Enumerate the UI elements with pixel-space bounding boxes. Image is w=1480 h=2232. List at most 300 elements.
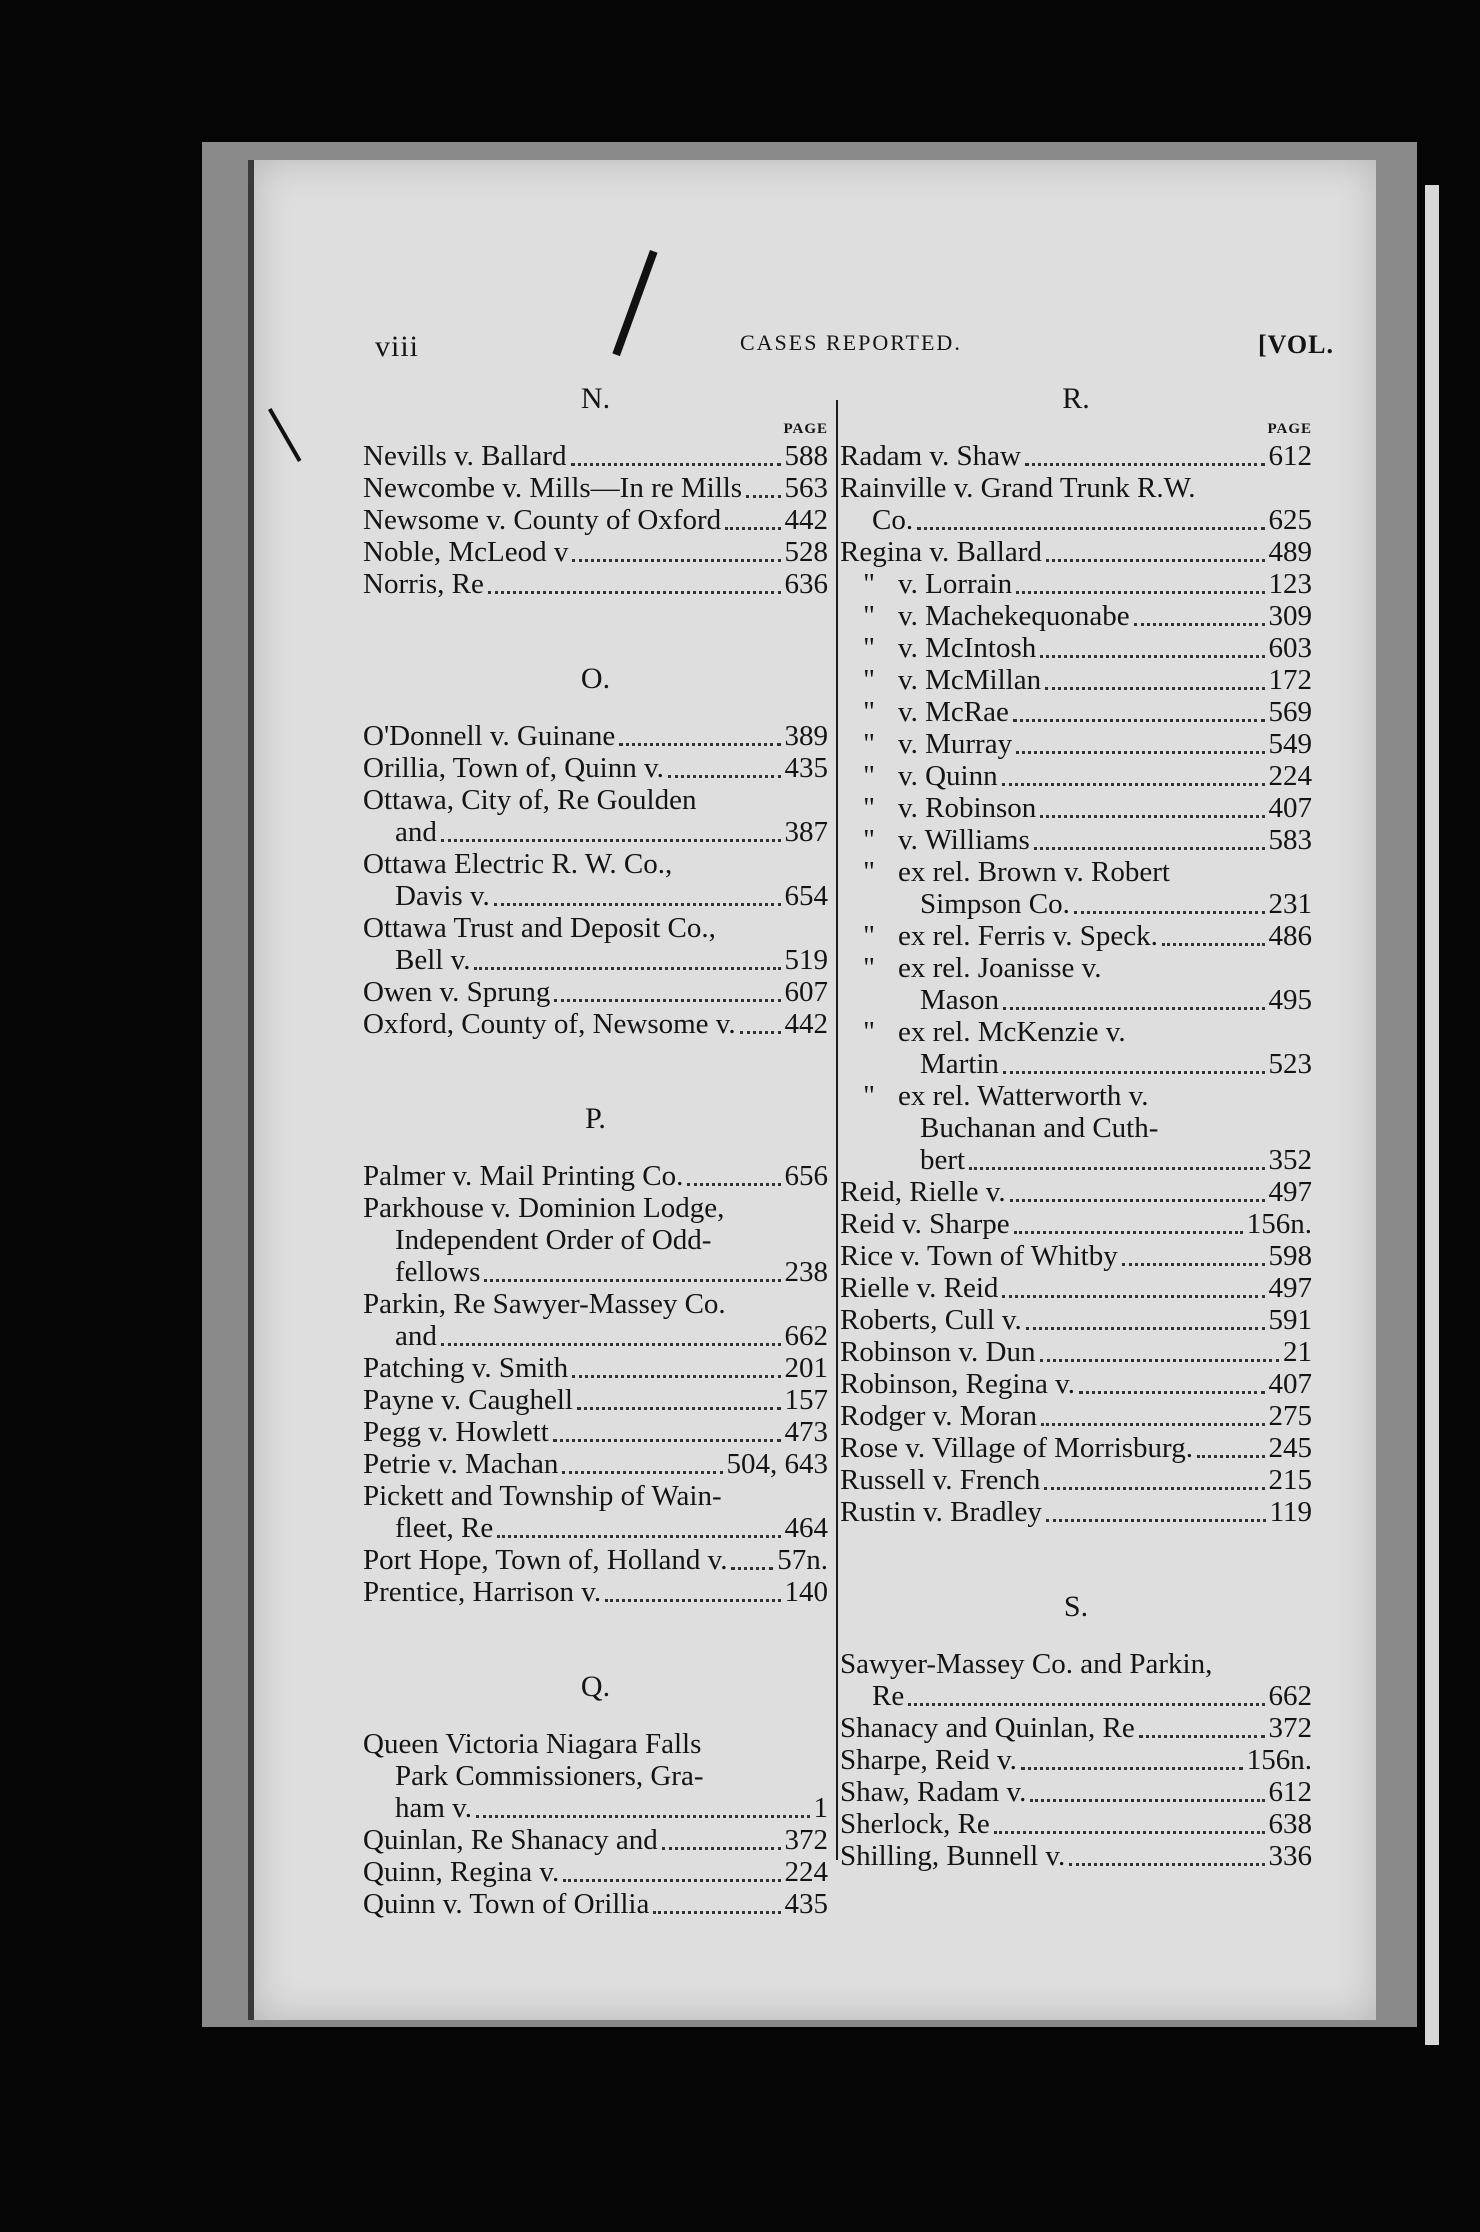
page-reference: 119 bbox=[1269, 1496, 1312, 1528]
case-name: O'Donnell v. Guinane bbox=[363, 720, 616, 752]
page-column-label: PAGE bbox=[1267, 421, 1312, 437]
page-reference: 389 bbox=[784, 720, 828, 752]
case-name: ex rel. Joanisse v. bbox=[898, 952, 1102, 984]
dot-leader bbox=[1013, 715, 1265, 722]
index-entry bbox=[363, 1352, 828, 1384]
page-reference: 238 bbox=[784, 1256, 828, 1288]
case-name: Quinn, Regina v. bbox=[363, 1856, 560, 1888]
page-reference: 497 bbox=[1268, 1272, 1312, 1304]
dot-leader bbox=[1040, 651, 1264, 658]
index-entry bbox=[840, 600, 1312, 632]
case-name: Pegg v. Howlett bbox=[363, 1416, 549, 1448]
index-entry bbox=[363, 1728, 828, 1760]
dot-leader bbox=[497, 1531, 780, 1538]
index-entry bbox=[363, 880, 828, 912]
dot-leader bbox=[562, 1467, 722, 1474]
page-reference: 156n. bbox=[1246, 1744, 1312, 1776]
index-entry bbox=[840, 1840, 1312, 1872]
case-name: Newsome v. County of Oxford bbox=[363, 504, 722, 536]
index-entry bbox=[840, 888, 1312, 920]
dot-leader bbox=[571, 459, 781, 466]
page-number: viii bbox=[375, 330, 420, 363]
case-name: Robinson v. Dun bbox=[840, 1336, 1036, 1368]
index-entry bbox=[363, 816, 828, 848]
page-reference: 603 bbox=[1268, 632, 1312, 664]
case-name: ex rel. Ferris v. Speck. bbox=[898, 920, 1158, 952]
case-name: Shilling, Bunnell v. bbox=[840, 1840, 1066, 1872]
page-reference: 497 bbox=[1268, 1176, 1312, 1208]
page-reference: 275 bbox=[1268, 1400, 1312, 1432]
ditto-mark: " bbox=[863, 952, 875, 984]
dot-leader bbox=[994, 1827, 1265, 1834]
index-entry bbox=[840, 1648, 1312, 1680]
case-name: Noble, McLeod v bbox=[363, 536, 569, 568]
case-name: Quinlan, Re Shanacy and bbox=[363, 1824, 658, 1856]
index-entry bbox=[840, 952, 1312, 984]
case-name: Reid, Rielle v. bbox=[840, 1176, 1006, 1208]
dot-leader bbox=[619, 739, 780, 746]
dot-leader bbox=[1025, 459, 1265, 466]
index-entry bbox=[840, 568, 1312, 600]
section-gap bbox=[363, 1608, 828, 1668]
page-column-label bbox=[363, 698, 828, 720]
page-reference: 569 bbox=[1268, 696, 1312, 728]
ditto-mark: " bbox=[863, 1080, 875, 1112]
page-reference: 157 bbox=[784, 1384, 828, 1416]
page-reference: 387 bbox=[784, 816, 828, 848]
page-reference: 495 bbox=[1268, 984, 1312, 1016]
case-name: Ottawa Trust and Deposit Co., bbox=[363, 912, 716, 944]
dot-leader bbox=[554, 995, 780, 1002]
dot-leader bbox=[969, 1163, 1264, 1170]
dot-leader bbox=[441, 835, 781, 842]
dot-leader bbox=[1010, 1195, 1265, 1202]
case-name: and bbox=[395, 816, 437, 848]
case-name: ex rel. Brown v. Robert bbox=[898, 856, 1170, 888]
index-entry bbox=[840, 1776, 1312, 1808]
dot-leader bbox=[1040, 811, 1264, 818]
index-entry bbox=[363, 1008, 828, 1040]
case-name: v. Williams bbox=[898, 824, 1030, 856]
dot-leader bbox=[1046, 1515, 1266, 1522]
case-name: Ottawa, City of, Re Goulden bbox=[363, 784, 697, 816]
case-name: Co. bbox=[872, 504, 914, 536]
case-name: Newcombe v. Mills—In re Mills bbox=[363, 472, 743, 504]
case-name: Shanacy and Quinlan, Re bbox=[840, 1712, 1135, 1744]
page-reference: 215 bbox=[1268, 1464, 1312, 1496]
index-entry bbox=[363, 1160, 828, 1192]
dot-leader bbox=[746, 491, 780, 498]
ditto-mark: " bbox=[863, 824, 875, 856]
page-reference: 662 bbox=[784, 1320, 828, 1352]
page-reference: 407 bbox=[1268, 792, 1312, 824]
index-entry bbox=[840, 1680, 1312, 1712]
dot-leader bbox=[1002, 1291, 1264, 1298]
index-entry bbox=[840, 728, 1312, 760]
index-entry bbox=[363, 784, 828, 816]
dot-leader bbox=[563, 1875, 780, 1882]
case-name: Norris, Re bbox=[363, 568, 484, 600]
dot-leader bbox=[725, 523, 780, 530]
dot-leader bbox=[476, 1811, 809, 1818]
case-name: Prentice, Harrison v. bbox=[363, 1576, 602, 1608]
dot-leader bbox=[474, 963, 780, 970]
page-reference: 407 bbox=[1268, 1368, 1312, 1400]
case-name: Regina v. Ballard bbox=[840, 536, 1042, 568]
index-entry bbox=[363, 1256, 828, 1288]
case-name: Simpson Co. bbox=[920, 888, 1070, 920]
page-reference: 583 bbox=[1268, 824, 1312, 856]
section-letter: O. bbox=[580, 662, 611, 695]
page-reference: 352 bbox=[1268, 1144, 1312, 1176]
index-entry bbox=[840, 1144, 1312, 1176]
page-reference: 442 bbox=[784, 504, 828, 536]
index-entry bbox=[840, 1176, 1312, 1208]
page-reference: 625 bbox=[1268, 504, 1312, 536]
page-reference: 563 bbox=[784, 472, 828, 504]
page-reference: 464 bbox=[784, 1512, 828, 1544]
dot-leader bbox=[1162, 939, 1265, 946]
page-reference: 598 bbox=[1268, 1240, 1312, 1272]
index-entry bbox=[363, 1576, 828, 1608]
page-reference: 588 bbox=[784, 440, 828, 472]
page-reference: 662 bbox=[1268, 1680, 1312, 1712]
case-name: Re bbox=[872, 1680, 905, 1712]
ditto-mark: " bbox=[863, 792, 875, 824]
page-reference: 435 bbox=[784, 1888, 828, 1920]
case-name: v. McMillan bbox=[898, 664, 1042, 696]
dot-leader bbox=[1044, 1483, 1264, 1490]
page-reference: 591 bbox=[1268, 1304, 1312, 1336]
case-name: Petrie v. Machan bbox=[363, 1448, 559, 1480]
index-entry bbox=[840, 1240, 1312, 1272]
case-name: Sharpe, Reid v. bbox=[840, 1744, 1017, 1776]
page-reference: 172 bbox=[1268, 664, 1312, 696]
page-column-label: PAGE bbox=[783, 421, 828, 437]
dot-leader bbox=[553, 1435, 781, 1442]
left-column bbox=[363, 380, 828, 1920]
dot-leader bbox=[1030, 1795, 1264, 1802]
dot-leader bbox=[494, 899, 781, 906]
case-name: fellows bbox=[395, 1256, 481, 1288]
page-reference: 21 bbox=[1283, 1336, 1312, 1368]
ditto-mark: " bbox=[863, 600, 875, 632]
section-letter: P. bbox=[585, 1102, 606, 1135]
index-entry bbox=[840, 1464, 1312, 1496]
case-name: Martin bbox=[920, 1048, 999, 1080]
index-entry bbox=[363, 912, 828, 944]
page-reference: 519 bbox=[784, 944, 828, 976]
dot-leader bbox=[1003, 1067, 1265, 1074]
page-reference: 656 bbox=[784, 1160, 828, 1192]
section-gap bbox=[840, 1528, 1312, 1588]
case-name: v. Quinn bbox=[898, 760, 998, 792]
right-column bbox=[840, 380, 1312, 1872]
case-name: Rose v. Village of Morrisburg. bbox=[840, 1432, 1193, 1464]
index-entry bbox=[363, 720, 828, 752]
index-entry bbox=[840, 1336, 1312, 1368]
ditto-mark: " bbox=[863, 920, 875, 952]
dot-leader bbox=[577, 1403, 781, 1410]
section-letter: S. bbox=[1063, 1590, 1089, 1623]
page-reference: 638 bbox=[1268, 1808, 1312, 1840]
dot-leader bbox=[662, 1843, 781, 1850]
page-reference: 224 bbox=[1268, 760, 1312, 792]
dot-leader bbox=[1041, 1419, 1264, 1426]
index-entry bbox=[840, 504, 1312, 536]
dot-leader bbox=[1197, 1451, 1265, 1458]
page-reference: 528 bbox=[784, 536, 828, 568]
index-entry bbox=[840, 1368, 1312, 1400]
case-name: Roberts, Cull v. bbox=[840, 1304, 1022, 1336]
ditto-mark: " bbox=[863, 728, 875, 760]
index-entry bbox=[363, 1224, 828, 1256]
case-name: v. Machekequonabe bbox=[898, 600, 1130, 632]
case-name: Parkin, Re Sawyer-Massey Co. bbox=[363, 1288, 726, 1320]
case-name: Rielle v. Reid bbox=[840, 1272, 999, 1304]
case-name: Pickett and Township of Wain- bbox=[363, 1480, 722, 1512]
case-name: Radam v. Shaw bbox=[840, 440, 1021, 472]
section-letter: Q. bbox=[580, 1670, 611, 1703]
index-entry bbox=[363, 1416, 828, 1448]
index-entry bbox=[363, 1888, 828, 1920]
page-reference: 201 bbox=[784, 1352, 828, 1384]
page-reference: 245 bbox=[1268, 1432, 1312, 1464]
dot-leader bbox=[1045, 683, 1264, 690]
index-entry bbox=[840, 1744, 1312, 1776]
page-reference: 372 bbox=[784, 1824, 828, 1856]
index-entry bbox=[840, 1808, 1312, 1840]
case-name: Sherlock, Re bbox=[840, 1808, 990, 1840]
index-entry bbox=[840, 1432, 1312, 1464]
section-gap bbox=[363, 600, 828, 660]
dot-leader bbox=[572, 555, 780, 562]
page-reference: 636 bbox=[784, 568, 828, 600]
ditto-mark: " bbox=[863, 856, 875, 888]
case-name: Rodger v. Moran bbox=[840, 1400, 1038, 1432]
case-name: v. Lorrain bbox=[898, 568, 1013, 600]
page-reference: 224 bbox=[784, 1856, 828, 1888]
case-name: Russell v. French bbox=[840, 1464, 1041, 1496]
index-entry bbox=[363, 440, 828, 472]
case-name: ex rel. Watterworth v. bbox=[898, 1080, 1149, 1112]
index-entry bbox=[840, 1400, 1312, 1432]
page-column-label bbox=[363, 1706, 828, 1728]
index-entry bbox=[840, 664, 1312, 696]
case-name: v. McIntosh bbox=[898, 632, 1037, 664]
case-name: Park Commissioners, Gra- bbox=[395, 1760, 704, 1792]
case-name: Patching v. Smith bbox=[363, 1352, 569, 1384]
case-name: Rice v. Town of Whitby bbox=[840, 1240, 1118, 1272]
case-name: Robinson, Regina v. bbox=[840, 1368, 1075, 1400]
dot-leader bbox=[1074, 907, 1265, 914]
index-entry bbox=[363, 1480, 828, 1512]
running-title: CASES REPORTED. bbox=[740, 330, 962, 355]
page-reference: 612 bbox=[1268, 1776, 1312, 1808]
dot-leader bbox=[1046, 555, 1265, 562]
case-name: Reid v. Sharpe bbox=[840, 1208, 1010, 1240]
case-name: Quinn v. Town of Orillia bbox=[363, 1888, 650, 1920]
case-name: Oxford, County of, Newsome v. bbox=[363, 1008, 736, 1040]
case-name: Buchanan and Cuth- bbox=[920, 1112, 1159, 1144]
index-entry bbox=[840, 1048, 1312, 1080]
case-name: Queen Victoria Niagara Falls bbox=[363, 1728, 702, 1760]
index-entry bbox=[363, 1384, 828, 1416]
page-reference: 654 bbox=[784, 880, 828, 912]
page-column-label bbox=[363, 1138, 828, 1160]
ditto-mark: " bbox=[863, 664, 875, 696]
case-name: Rainville v. Grand Trunk R.W. bbox=[840, 472, 1196, 504]
index-entry bbox=[840, 696, 1312, 728]
index-entry bbox=[363, 1544, 828, 1576]
index-entry bbox=[840, 1272, 1312, 1304]
index-entry bbox=[840, 1016, 1312, 1048]
ditto-mark: " bbox=[863, 760, 875, 792]
dot-leader bbox=[1016, 747, 1264, 754]
dot-leader bbox=[1040, 1355, 1280, 1362]
index-entry bbox=[840, 536, 1312, 568]
index-entry bbox=[840, 1080, 1312, 1112]
ditto-mark: " bbox=[863, 568, 875, 600]
index-entry bbox=[363, 1760, 828, 1792]
page-reference: 231 bbox=[1268, 888, 1312, 920]
dot-leader bbox=[653, 1907, 780, 1914]
dot-leader bbox=[687, 1179, 780, 1186]
page-reference: 309 bbox=[1268, 600, 1312, 632]
dot-leader bbox=[488, 587, 781, 594]
index-entry bbox=[840, 824, 1312, 856]
index-entry bbox=[363, 568, 828, 600]
section-gap bbox=[363, 1040, 828, 1100]
page-reference: 549 bbox=[1268, 728, 1312, 760]
case-name: v. McRae bbox=[898, 696, 1009, 728]
dot-leader bbox=[740, 1027, 781, 1034]
page-reference: 442 bbox=[784, 1008, 828, 1040]
index-entry bbox=[363, 1288, 828, 1320]
index-entry bbox=[363, 1792, 828, 1824]
page-reference: 156n. bbox=[1246, 1208, 1312, 1240]
case-name: Shaw, Radam v. bbox=[840, 1776, 1027, 1808]
dot-leader bbox=[572, 1371, 780, 1378]
index-entry bbox=[840, 632, 1312, 664]
case-name: Davis v. bbox=[395, 880, 490, 912]
index-entry bbox=[840, 472, 1312, 504]
dot-leader bbox=[1003, 1003, 1265, 1010]
index-entry bbox=[363, 1192, 828, 1224]
case-name: fleet, Re bbox=[395, 1512, 494, 1544]
page-reference: 486 bbox=[1268, 920, 1312, 952]
dot-leader bbox=[1069, 1859, 1264, 1866]
dot-leader bbox=[1002, 779, 1265, 786]
case-name: v. Robinson bbox=[898, 792, 1037, 824]
dot-leader bbox=[1034, 843, 1265, 850]
dot-leader bbox=[605, 1595, 780, 1602]
dot-leader bbox=[1139, 1731, 1265, 1738]
page-reference: 435 bbox=[784, 752, 828, 784]
dot-leader bbox=[668, 771, 781, 778]
facing-page-edge bbox=[1425, 185, 1439, 2045]
page-reference: 372 bbox=[1268, 1712, 1312, 1744]
index-entry bbox=[363, 1856, 828, 1888]
column-divider bbox=[836, 400, 838, 1860]
page-reference: 504, 643 bbox=[726, 1448, 828, 1480]
case-name: Ottawa Electric R. W. Co., bbox=[363, 848, 673, 880]
dot-leader bbox=[1026, 1323, 1265, 1330]
case-name: and bbox=[395, 1320, 437, 1352]
case-name: ham v. bbox=[395, 1792, 473, 1824]
case-name: Bell v. bbox=[395, 944, 471, 976]
index-entry bbox=[363, 536, 828, 568]
index-entry bbox=[840, 1496, 1312, 1528]
page-reference: 473 bbox=[784, 1416, 828, 1448]
index-entry bbox=[363, 1512, 828, 1544]
dot-leader bbox=[1016, 587, 1264, 594]
case-name: Owen v. Sprung bbox=[363, 976, 551, 1008]
dot-leader bbox=[484, 1275, 780, 1282]
dot-leader bbox=[1122, 1259, 1265, 1266]
index-entry bbox=[363, 1320, 828, 1352]
case-name: Mason bbox=[920, 984, 999, 1016]
page-reference: 140 bbox=[784, 1576, 828, 1608]
index-entry bbox=[840, 984, 1312, 1016]
index-entry bbox=[363, 752, 828, 784]
index-entry bbox=[840, 760, 1312, 792]
dot-leader bbox=[1014, 1227, 1243, 1234]
section-letter: N. bbox=[580, 382, 611, 415]
case-name: Payne v. Caughell bbox=[363, 1384, 573, 1416]
case-name: v. Murray bbox=[898, 728, 1013, 760]
section-letter: R. bbox=[1062, 382, 1090, 415]
page-reference: 523 bbox=[1268, 1048, 1312, 1080]
volume-marker: [VOL. bbox=[1258, 330, 1334, 359]
case-name: Rustin v. Bradley bbox=[840, 1496, 1042, 1528]
page-reference: 607 bbox=[784, 976, 828, 1008]
page-reference: 123 bbox=[1268, 568, 1312, 600]
case-name: Independent Order of Odd- bbox=[395, 1224, 712, 1256]
ditto-mark: " bbox=[863, 696, 875, 728]
index-entry bbox=[840, 1208, 1312, 1240]
index-entry bbox=[363, 1448, 828, 1480]
case-name: Nevills v. Ballard bbox=[363, 440, 567, 472]
page-reference: 612 bbox=[1268, 440, 1312, 472]
case-name: ex rel. McKenzie v. bbox=[898, 1016, 1126, 1048]
page-reference: 57n. bbox=[777, 1544, 828, 1576]
ditto-mark: " bbox=[863, 632, 875, 664]
dot-leader bbox=[1021, 1763, 1243, 1770]
index-entry bbox=[840, 792, 1312, 824]
index-entry bbox=[840, 1712, 1312, 1744]
case-name: Orillia, Town of, Quinn v. bbox=[363, 752, 664, 784]
dot-leader bbox=[1134, 619, 1265, 626]
dot-leader bbox=[1079, 1387, 1265, 1394]
index-entry bbox=[363, 848, 828, 880]
page-column-label bbox=[840, 1626, 1312, 1648]
page-reference: 1 bbox=[813, 1792, 828, 1824]
index-entry bbox=[363, 976, 828, 1008]
case-name: Sawyer-Massey Co. and Parkin, bbox=[840, 1648, 1213, 1680]
index-entry bbox=[840, 1112, 1312, 1144]
case-name: bert bbox=[920, 1144, 966, 1176]
index-entry bbox=[363, 472, 828, 504]
index-entry bbox=[840, 440, 1312, 472]
case-name: Port Hope, Town of, Holland v. bbox=[363, 1544, 728, 1576]
index-entry bbox=[363, 944, 828, 976]
index-entry bbox=[363, 504, 828, 536]
dot-leader bbox=[731, 1563, 773, 1570]
case-name: Parkhouse v. Dominion Lodge, bbox=[363, 1192, 725, 1224]
dot-leader bbox=[441, 1339, 781, 1346]
case-name: Palmer v. Mail Printing Co. bbox=[363, 1160, 684, 1192]
